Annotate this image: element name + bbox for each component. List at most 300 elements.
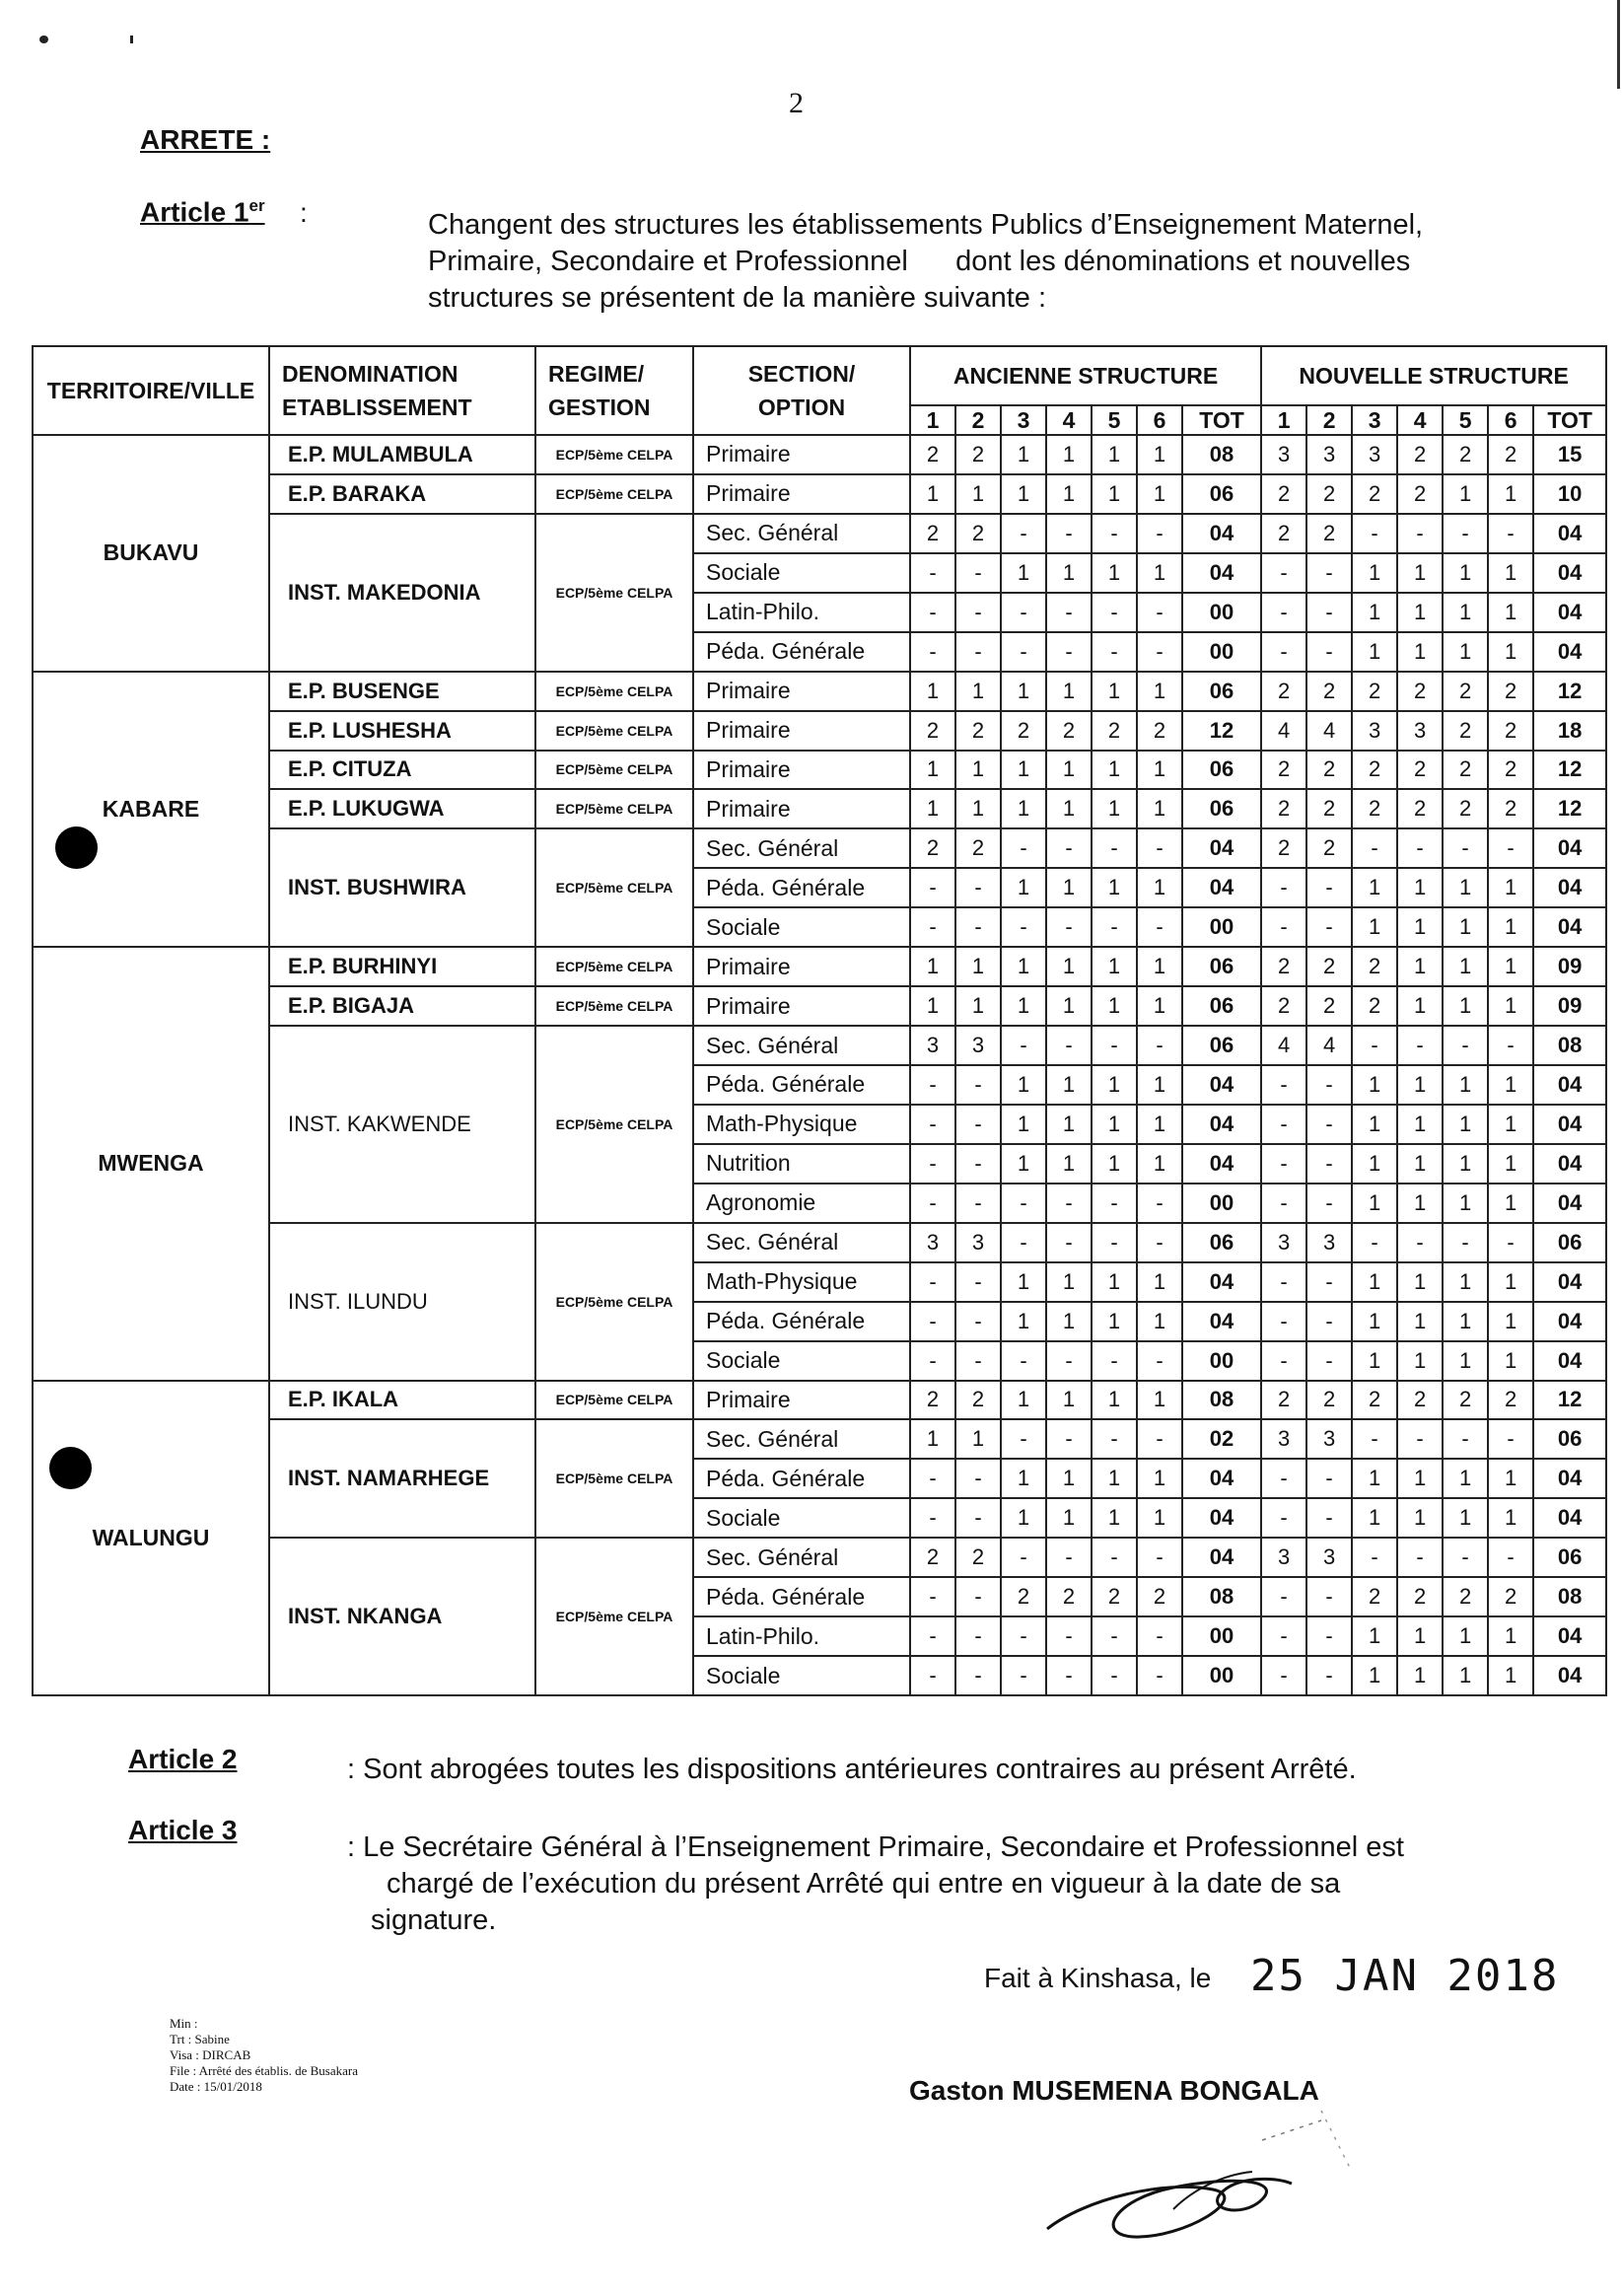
- ancienne-value-cell: 1: [1092, 947, 1137, 986]
- footnote-line: Visa : DIRCAB: [170, 2047, 251, 2062]
- ancienne-value-cell: -: [1137, 1341, 1182, 1381]
- ancienne-value-cell: 1: [1137, 474, 1182, 514]
- nouvelle-value-cell: 04: [1533, 593, 1606, 632]
- ancienne-value-cell: 2: [1092, 1577, 1137, 1616]
- ancienne-value-cell: -: [1001, 1419, 1046, 1459]
- ancienne-value-cell: 2: [910, 1381, 955, 1420]
- ancienne-value-cell: -: [955, 1184, 1001, 1223]
- ancienne-value-cell: -: [910, 1616, 955, 1656]
- nouvelle-value-cell: 1: [1443, 947, 1488, 986]
- ancienne-value-cell: -: [1137, 632, 1182, 672]
- nouvelle-value-cell: -: [1306, 1656, 1352, 1695]
- nouvelle-value-cell: 2: [1261, 514, 1306, 553]
- nouvelle-value-cell: 1: [1488, 1656, 1533, 1695]
- signer-name: Gaston MUSEMENA BONGALA: [909, 2075, 1319, 2106]
- nouvelle-value-cell: 1: [1443, 1144, 1488, 1184]
- table-row: [33, 672, 1606, 711]
- nouvelle-value-cell: 1: [1352, 1302, 1397, 1341]
- section-cell: Sec. Général: [693, 514, 910, 553]
- nouvelle-value-cell: 06: [1533, 1419, 1606, 1459]
- section-cell: Péda. Générale: [693, 868, 910, 907]
- ancienne-value-cell: 08: [1182, 1381, 1261, 1420]
- ancienne-value-cell: 1: [1046, 435, 1092, 474]
- section-cell: Primaire: [693, 711, 910, 751]
- header-denomination: [269, 346, 535, 435]
- nouvelle-value-cell: 1: [1352, 1065, 1397, 1105]
- nouvelle-value-cell: -: [1261, 593, 1306, 632]
- ancienne-value-cell: -: [1046, 828, 1092, 868]
- nouvelle-value-cell: 3: [1306, 1419, 1352, 1459]
- nouvelle-value-cell: 2: [1397, 474, 1443, 514]
- ancienne-value-cell: 1: [1137, 751, 1182, 790]
- ancienne-value-cell: 1: [1092, 672, 1137, 711]
- nouvelle-value-cell: 12: [1533, 751, 1606, 790]
- section-cell: Primaire: [693, 947, 910, 986]
- ancienne-value-cell: -: [1092, 1419, 1137, 1459]
- ancienne-value-cell: -: [1001, 1616, 1046, 1656]
- table-row: [33, 1419, 1606, 1459]
- ancienne-value-cell: 1: [1092, 435, 1137, 474]
- nouvelle-value-cell: -: [1488, 1419, 1533, 1459]
- ancienne-value-cell: -: [910, 868, 955, 907]
- ancienne-value-cell: 2: [1046, 1577, 1092, 1616]
- ancienne-value-cell: 1: [1046, 789, 1092, 828]
- regime-cell: ECP/5ème CELPA: [535, 672, 693, 711]
- ancienne-value-cell: -: [1046, 514, 1092, 553]
- nouvelle-value-cell: 1: [1397, 1144, 1443, 1184]
- header-col-ancienne: 1: [910, 405, 955, 435]
- nouvelle-value-cell: 1: [1397, 1656, 1443, 1695]
- nouvelle-value-cell: 1: [1443, 593, 1488, 632]
- header-section-line2: OPTION: [757, 395, 846, 420]
- ancienne-value-cell: -: [1092, 1223, 1137, 1262]
- header-ancienne-structure: ANCIENNE STRUCTURE: [910, 346, 1261, 405]
- ancienne-value-cell: -: [955, 1262, 1001, 1302]
- table-row: [33, 474, 1606, 514]
- ancienne-value-cell: -: [1001, 514, 1046, 553]
- section-cell: Sec. Général: [693, 1223, 910, 1262]
- nouvelle-value-cell: 1: [1443, 1105, 1488, 1144]
- regime-cell: ECP/5ème CELPA: [535, 1419, 693, 1538]
- territory-cell: WALUNGU: [33, 1381, 269, 1696]
- ancienne-value-cell: -: [1137, 828, 1182, 868]
- nouvelle-value-cell: -: [1443, 1419, 1488, 1459]
- ancienne-value-cell: 1: [955, 751, 1001, 790]
- ancienne-value-cell: -: [1046, 1419, 1092, 1459]
- ancienne-value-cell: 04: [1182, 868, 1261, 907]
- nouvelle-value-cell: 1: [1397, 593, 1443, 632]
- ancienne-value-cell: -: [910, 1656, 955, 1695]
- ancienne-value-cell: -: [1137, 1223, 1182, 1262]
- regime-cell: ECP/5ème CELPA: [535, 435, 693, 474]
- nouvelle-value-cell: 1: [1352, 632, 1397, 672]
- ancienne-value-cell: -: [1046, 1538, 1092, 1577]
- nouvelle-value-cell: -: [1352, 1026, 1397, 1065]
- nouvelle-value-cell: 1: [1443, 1065, 1488, 1105]
- ancienne-value-cell: 1: [1001, 1302, 1046, 1341]
- ancienne-value-cell: 1: [1046, 1105, 1092, 1144]
- nouvelle-value-cell: 1: [1352, 868, 1397, 907]
- establishment-cell: INST. KAKWENDE: [269, 1026, 535, 1223]
- nouvelle-value-cell: 2: [1397, 1381, 1443, 1420]
- nouvelle-value-cell: 08: [1533, 1026, 1606, 1065]
- ancienne-value-cell: -: [1137, 593, 1182, 632]
- ancienne-value-cell: 1: [1092, 868, 1137, 907]
- ancienne-value-cell: 04: [1182, 1065, 1261, 1105]
- ancienne-value-cell: -: [955, 868, 1001, 907]
- ancienne-value-cell: -: [1092, 1656, 1137, 1695]
- ancienne-value-cell: 1: [1137, 1105, 1182, 1144]
- nouvelle-value-cell: 1: [1488, 1341, 1533, 1381]
- ancienne-value-cell: 1: [1137, 435, 1182, 474]
- ancienne-value-cell: 1: [1001, 986, 1046, 1026]
- nouvelle-value-cell: 2: [1352, 986, 1397, 1026]
- nouvelle-value-cell: 1: [1352, 1498, 1397, 1538]
- nouvelle-value-cell: 1: [1443, 1184, 1488, 1223]
- ancienne-value-cell: -: [955, 1616, 1001, 1656]
- ancienne-value-cell: 3: [955, 1026, 1001, 1065]
- nouvelle-value-cell: -: [1306, 868, 1352, 907]
- nouvelle-value-cell: -: [1352, 1538, 1397, 1577]
- ancienne-value-cell: -: [955, 1459, 1001, 1498]
- ancienne-value-cell: 1: [1001, 1381, 1046, 1420]
- nouvelle-value-cell: 3: [1261, 1223, 1306, 1262]
- header-col-nouvelle: 1: [1261, 405, 1306, 435]
- ancienne-value-cell: -: [955, 1577, 1001, 1616]
- ancienne-value-cell: 2: [910, 435, 955, 474]
- nouvelle-value-cell: 1: [1488, 1065, 1533, 1105]
- ancienne-value-cell: 1: [1092, 1065, 1137, 1105]
- section-cell: Péda. Générale: [693, 1459, 910, 1498]
- regime-cell: ECP/5ème CELPA: [535, 986, 693, 1026]
- ancienne-value-cell: -: [1001, 1341, 1046, 1381]
- nouvelle-value-cell: 2: [1443, 711, 1488, 751]
- ancienne-value-cell: 1: [1046, 1144, 1092, 1184]
- nouvelle-value-cell: 1: [1397, 1302, 1443, 1341]
- regime-cell: ECP/5ème CELPA: [535, 1381, 693, 1420]
- table-row: [33, 751, 1606, 790]
- ancienne-value-cell: 2: [955, 1538, 1001, 1577]
- nouvelle-value-cell: -: [1306, 1065, 1352, 1105]
- nouvelle-value-cell: 12: [1533, 672, 1606, 711]
- article-1-label-text: Article 1: [140, 196, 249, 228]
- header-denomination-line1: DENOMINATION: [282, 361, 458, 387]
- nouvelle-value-cell: -: [1306, 632, 1352, 672]
- nouvelle-value-cell: 2: [1352, 1381, 1397, 1420]
- nouvelle-value-cell: 2: [1488, 1381, 1533, 1420]
- table-row: [33, 435, 1606, 474]
- regime-cell: ECP/5ème CELPA: [535, 947, 693, 986]
- table-row: [33, 1223, 1606, 1262]
- regime-cell: ECP/5ème CELPA: [535, 711, 693, 751]
- ancienne-value-cell: 02: [1182, 1419, 1261, 1459]
- ancienne-value-cell: 1: [1046, 672, 1092, 711]
- ancienne-value-cell: 08: [1182, 1577, 1261, 1616]
- ancienne-value-cell: -: [910, 1577, 955, 1616]
- ancienne-value-cell: -: [1092, 593, 1137, 632]
- ancienne-value-cell: -: [1137, 1184, 1182, 1223]
- ancienne-value-cell: -: [1046, 632, 1092, 672]
- section-cell: Sociale: [693, 1656, 910, 1695]
- ancienne-value-cell: -: [910, 553, 955, 593]
- ancienne-value-cell: 1: [1137, 986, 1182, 1026]
- nouvelle-value-cell: 2: [1488, 1577, 1533, 1616]
- ancienne-value-cell: -: [1092, 907, 1137, 947]
- nouvelle-value-cell: 2: [1352, 789, 1397, 828]
- ancienne-value-cell: 1: [1137, 1065, 1182, 1105]
- ancienne-value-cell: 06: [1182, 751, 1261, 790]
- nouvelle-value-cell: -: [1261, 1616, 1306, 1656]
- nouvelle-value-cell: 12: [1533, 1381, 1606, 1420]
- ancienne-value-cell: 04: [1182, 1262, 1261, 1302]
- nouvelle-value-cell: -: [1306, 1498, 1352, 1538]
- ancienne-value-cell: 06: [1182, 986, 1261, 1026]
- nouvelle-value-cell: 18: [1533, 711, 1606, 751]
- ancienne-value-cell: -: [1092, 1184, 1137, 1223]
- nouvelle-value-cell: 2: [1352, 947, 1397, 986]
- nouvelle-value-cell: 1: [1488, 1498, 1533, 1538]
- signature-date-stamp: 25 JAN 2018: [1250, 1951, 1560, 2001]
- article-1-line: Primaire, Secondaire et Professionnel dont les dénominations et nouvelles: [428, 246, 1411, 277]
- regime-cell: ECP/5ème CELPA: [535, 789, 693, 828]
- nouvelle-value-cell: 2: [1397, 751, 1443, 790]
- ancienne-value-cell: 1: [1137, 947, 1182, 986]
- nouvelle-value-cell: -: [1261, 1302, 1306, 1341]
- ancienne-value-cell: 1: [1092, 1498, 1137, 1538]
- nouvelle-value-cell: 2: [1306, 986, 1352, 1026]
- nouvelle-value-cell: 1: [1397, 1184, 1443, 1223]
- ancienne-value-cell: 1: [1092, 751, 1137, 790]
- table-row: [33, 986, 1606, 1026]
- ancienne-value-cell: 1: [1092, 789, 1137, 828]
- ancienne-value-cell: -: [955, 1341, 1001, 1381]
- ancienne-value-cell: 1: [1137, 789, 1182, 828]
- structures-table: [32, 345, 1607, 1696]
- ancienne-value-cell: -: [1001, 593, 1046, 632]
- regime-cell: ECP/5ème CELPA: [535, 514, 693, 672]
- ancienne-value-cell: 3: [955, 1223, 1001, 1262]
- ancienne-value-cell: 00: [1182, 1656, 1261, 1695]
- ancienne-value-cell: -: [955, 1065, 1001, 1105]
- nouvelle-value-cell: 04: [1533, 1616, 1606, 1656]
- nouvelle-value-cell: -: [1443, 1223, 1488, 1262]
- nouvelle-value-cell: -: [1261, 1262, 1306, 1302]
- ancienne-value-cell: -: [1137, 907, 1182, 947]
- ancienne-value-cell: 00: [1182, 1184, 1261, 1223]
- ancienne-value-cell: -: [910, 1341, 955, 1381]
- ancienne-value-cell: 1: [1137, 868, 1182, 907]
- ancienne-value-cell: 1: [1046, 1459, 1092, 1498]
- ancienne-value-cell: 1: [1092, 1381, 1137, 1420]
- nouvelle-value-cell: 2: [1352, 672, 1397, 711]
- ancienne-value-cell: 2: [955, 1381, 1001, 1420]
- nouvelle-value-cell: 1: [1443, 1302, 1488, 1341]
- ancienne-value-cell: 1: [1137, 1144, 1182, 1184]
- nouvelle-value-cell: 1: [1397, 986, 1443, 1026]
- header-col-ancienne: 3: [1001, 405, 1046, 435]
- ancienne-value-cell: 2: [1001, 711, 1046, 751]
- page-number: 2: [789, 87, 804, 119]
- nouvelle-value-cell: 1: [1352, 1656, 1397, 1695]
- nouvelle-value-cell: 1: [1397, 1616, 1443, 1656]
- nouvelle-value-cell: 04: [1533, 1341, 1606, 1381]
- header-denomination-line2: ETABLISSEMENT: [282, 395, 472, 420]
- regime-cell: ECP/5ème CELPA: [535, 474, 693, 514]
- ancienne-value-cell: 1: [1046, 986, 1092, 1026]
- nouvelle-value-cell: 2: [1443, 1577, 1488, 1616]
- nouvelle-value-cell: -: [1306, 1577, 1352, 1616]
- ancienne-value-cell: -: [1092, 1026, 1137, 1065]
- section-cell: Primaire: [693, 435, 910, 474]
- ancienne-value-cell: -: [910, 1459, 955, 1498]
- nouvelle-value-cell: 1: [1443, 868, 1488, 907]
- header-section-line1: SECTION/: [747, 361, 856, 387]
- article-1-line: structures se présentent de la manière suivante :: [428, 282, 1047, 314]
- nouvelle-value-cell: 2: [1397, 672, 1443, 711]
- nouvelle-value-cell: -: [1306, 1616, 1352, 1656]
- section-cell: Sociale: [693, 553, 910, 593]
- table-row: [33, 947, 1606, 986]
- ancienne-value-cell: -: [1137, 1538, 1182, 1577]
- ancienne-value-cell: 1: [1001, 553, 1046, 593]
- regime-cell: ECP/5ème CELPA: [535, 828, 693, 947]
- establishment-cell: E.P. MULAMBULA: [269, 435, 535, 474]
- nouvelle-value-cell: 3: [1352, 435, 1397, 474]
- ancienne-value-cell: 04: [1182, 1459, 1261, 1498]
- nouvelle-value-cell: 1: [1488, 553, 1533, 593]
- ancienne-value-cell: 2: [955, 711, 1001, 751]
- ancienne-value-cell: 1: [910, 986, 955, 1026]
- nouvelle-value-cell: 04: [1533, 1656, 1606, 1695]
- nouvelle-value-cell: 3: [1261, 435, 1306, 474]
- nouvelle-value-cell: -: [1261, 1184, 1306, 1223]
- footnote-line: Min :: [170, 2016, 198, 2031]
- scan-mark: [130, 36, 133, 43]
- nouvelle-value-cell: 2: [1261, 986, 1306, 1026]
- table-row: [33, 789, 1606, 828]
- establishment-cell: E.P. LUKUGWA: [269, 789, 535, 828]
- ancienne-value-cell: 1: [1046, 1262, 1092, 1302]
- establishment-cell: INST. MAKEDONIA: [269, 514, 535, 672]
- nouvelle-value-cell: 09: [1533, 986, 1606, 1026]
- table-row: [33, 828, 1606, 868]
- ancienne-value-cell: 1: [1001, 1459, 1046, 1498]
- nouvelle-value-cell: 06: [1533, 1538, 1606, 1577]
- ancienne-value-cell: -: [1046, 1026, 1092, 1065]
- article-3-line: signature.: [371, 1904, 497, 1936]
- nouvelle-value-cell: 1: [1488, 1184, 1533, 1223]
- ancienne-value-cell: 04: [1182, 1144, 1261, 1184]
- ancienne-value-cell: 1: [910, 1419, 955, 1459]
- header-col-nouvelle: 4: [1397, 405, 1443, 435]
- ancienne-value-cell: 06: [1182, 1223, 1261, 1262]
- nouvelle-value-cell: 1: [1352, 1144, 1397, 1184]
- header-territoire: TERRITOIRE/VILLE: [33, 346, 269, 435]
- nouvelle-value-cell: 1: [1397, 947, 1443, 986]
- nouvelle-value-cell: -: [1261, 1065, 1306, 1105]
- nouvelle-value-cell: 1: [1443, 907, 1488, 947]
- nouvelle-value-cell: 2: [1488, 751, 1533, 790]
- ancienne-value-cell: 04: [1182, 553, 1261, 593]
- header-col-nouvelle: 2: [1306, 405, 1352, 435]
- ancienne-value-cell: 1: [1137, 1381, 1182, 1420]
- ancienne-value-cell: 2: [955, 828, 1001, 868]
- header-col-nouvelle: 5: [1443, 405, 1488, 435]
- ancienne-value-cell: -: [1001, 1223, 1046, 1262]
- ancienne-value-cell: 1: [1001, 435, 1046, 474]
- ancienne-value-cell: 2: [910, 1538, 955, 1577]
- place-date-label: Fait à Kinshasa, le: [984, 1963, 1212, 1993]
- article-1-label: [140, 196, 265, 228]
- nouvelle-value-cell: 1: [1397, 1498, 1443, 1538]
- nouvelle-value-cell: 04: [1533, 1144, 1606, 1184]
- ancienne-value-cell: 1: [1001, 1498, 1046, 1538]
- nouvelle-value-cell: 1: [1352, 907, 1397, 947]
- nouvelle-value-cell: 1: [1397, 868, 1443, 907]
- ancienne-value-cell: 1: [1001, 751, 1046, 790]
- nouvelle-value-cell: -: [1261, 1577, 1306, 1616]
- nouvelle-value-cell: 4: [1306, 1026, 1352, 1065]
- nouvelle-value-cell: 3: [1352, 711, 1397, 751]
- ancienne-value-cell: 00: [1182, 1616, 1261, 1656]
- nouvelle-value-cell: 2: [1443, 789, 1488, 828]
- header-col-ancienne: 5: [1092, 405, 1137, 435]
- nouvelle-value-cell: -: [1306, 1184, 1352, 1223]
- article-1-text: [428, 207, 1493, 317]
- nouvelle-value-cell: 1: [1397, 1065, 1443, 1105]
- ancienne-value-cell: -: [1137, 1656, 1182, 1695]
- nouvelle-value-cell: 08: [1533, 1577, 1606, 1616]
- nouvelle-value-cell: 2: [1261, 828, 1306, 868]
- ancienne-value-cell: 1: [1001, 474, 1046, 514]
- ancienne-value-cell: -: [910, 1105, 955, 1144]
- footnote-line: File : Arrêté des établis. de Busakara: [170, 2063, 358, 2078]
- section-cell: Latin-Philo.: [693, 1616, 910, 1656]
- establishment-cell: INST. ILUNDU: [269, 1223, 535, 1381]
- nouvelle-value-cell: 4: [1261, 711, 1306, 751]
- nouvelle-value-cell: 1: [1443, 986, 1488, 1026]
- ancienne-value-cell: 2: [910, 514, 955, 553]
- establishment-cell: E.P. BIGAJA: [269, 986, 535, 1026]
- ancienne-value-cell: 2: [955, 514, 1001, 553]
- section-cell: Primaire: [693, 986, 910, 1026]
- section-cell: Sec. Général: [693, 1538, 910, 1577]
- nouvelle-value-cell: 10: [1533, 474, 1606, 514]
- ancienne-value-cell: 1: [1001, 1105, 1046, 1144]
- ancienne-value-cell: -: [910, 1498, 955, 1538]
- article-1-line: Changent des structures les établissements Publics d’Enseignement Maternel,: [428, 209, 1424, 241]
- nouvelle-value-cell: 15: [1533, 435, 1606, 474]
- nouvelle-value-cell: 2: [1397, 435, 1443, 474]
- ancienne-value-cell: 1: [1137, 1262, 1182, 1302]
- nouvelle-value-cell: -: [1261, 1656, 1306, 1695]
- nouvelle-value-cell: 2: [1261, 947, 1306, 986]
- nouvelle-value-cell: 04: [1533, 1184, 1606, 1223]
- ancienne-value-cell: -: [1046, 907, 1092, 947]
- ancienne-value-cell: -: [1001, 1026, 1046, 1065]
- ancienne-value-cell: 1: [1046, 1498, 1092, 1538]
- ancienne-value-cell: 04: [1182, 1302, 1261, 1341]
- ancienne-value-cell: 00: [1182, 1341, 1261, 1381]
- ancienne-value-cell: -: [1092, 828, 1137, 868]
- ancienne-value-cell: 1: [1001, 1144, 1046, 1184]
- table-row: [33, 711, 1606, 751]
- establishment-cell: INST. NAMARHEGE: [269, 1419, 535, 1538]
- section-cell: Sociale: [693, 1498, 910, 1538]
- nouvelle-value-cell: 1: [1397, 1105, 1443, 1144]
- ancienne-value-cell: 2: [955, 435, 1001, 474]
- nouvelle-value-cell: -: [1306, 1341, 1352, 1381]
